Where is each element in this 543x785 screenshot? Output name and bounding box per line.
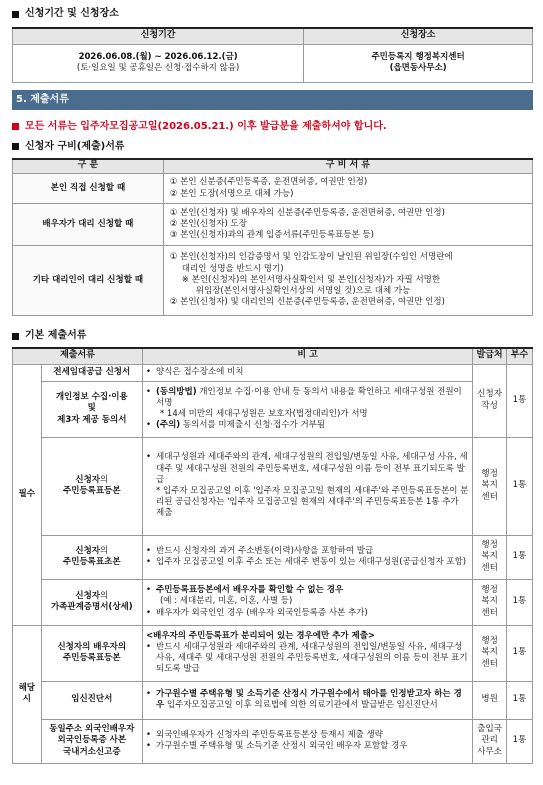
note-text — [156, 420, 469, 431]
doc-name — [41, 437, 142, 535]
bullet-icon: • — [145, 386, 151, 397]
period-heading — [12, 6, 533, 22]
col-type: 구 분 — [13, 159, 164, 174]
doc-name-line: 주민등록표초본 — [63, 557, 121, 567]
bullet-icon: • — [145, 641, 151, 652]
place-note: (읍면동사무소) — [389, 63, 447, 73]
row-content — [163, 204, 532, 246]
doc-name-particle: 의 — [100, 474, 109, 485]
doc-note — [142, 719, 472, 763]
note-text — [156, 689, 469, 711]
bullet-icon: • — [145, 729, 151, 740]
doc-name — [41, 381, 142, 437]
note-text: 외국인배우자가 신청자의 주민등록표등본상 등재시 제출 생략 — [155, 729, 383, 740]
period-main: 2026.06.08.(월) ~ 2026.06.12.(금) — [78, 51, 238, 62]
issuer-text: 행정 — [481, 636, 498, 647]
group-applicable: 해당시 — [13, 625, 42, 763]
doc-name-line: 및 — [87, 403, 96, 414]
note-rest: 개인정보 수집·이용 안내 등 동의서 내용을 확인하고 세대구성원 전원이 서명 — [155, 386, 462, 408]
applicant-docs-table — [12, 158, 533, 317]
issuer-text: 출입국 — [477, 724, 502, 735]
issuer — [473, 719, 507, 763]
bullet-icon: • — [145, 366, 151, 377]
issuer-text: 관리 — [481, 735, 498, 746]
doc-line: ② 본인 도장(서명으로 대체 가능) — [169, 188, 294, 199]
doc-name-line: 제3자 제공 동의서 — [57, 414, 127, 425]
note-star: * 14세 미만의 세대구성원은 보호자(법정대리인)가 서명 — [159, 409, 368, 419]
applicant-docs-heading-text: 신청자 구비(제출)서류 — [25, 140, 125, 152]
doc-name-line: 외국인등록증 사본 — [57, 735, 127, 746]
doc-line: ② 본인(신청자) 도장 — [169, 218, 247, 229]
col-qty: 부수 — [506, 348, 532, 364]
issuer — [473, 625, 507, 681]
doc-name-line: 개인정보 수집·이용 — [55, 392, 128, 403]
bullet-icon: • — [145, 585, 151, 596]
table-row — [13, 535, 533, 579]
note-rest: 입주자모집공고일 이후 의료법에 의한 의료기관에서 발급받은 임신진단서 — [164, 700, 438, 710]
issuer-text: 센터 — [481, 562, 498, 573]
doc-name — [41, 535, 142, 579]
doc-note — [142, 381, 472, 437]
red-square-icon — [12, 123, 19, 130]
table-row — [13, 579, 533, 625]
doc-name-particle: 의 — [100, 545, 109, 556]
doc-line: ③ 본인(신청자)과의 관계 입증서류(주민등록표등본 등) — [169, 230, 374, 241]
note-text: 반드시 신청자의 과거 주소변동(이력)사항을 포함하여 발급 — [155, 545, 374, 556]
note-text: 배우자가 외국인인 경우 (배우자 외국인등록증 사본 추가) — [155, 607, 368, 618]
basic-docs-table — [12, 347, 533, 764]
issuer: 병원 — [473, 681, 507, 719]
row-label: 본인 직접 신청할 때 — [13, 174, 164, 204]
row-content — [163, 174, 532, 204]
issuer-text: 행정 — [481, 585, 498, 596]
basic-docs-heading — [12, 328, 533, 344]
group-required: 필수 — [13, 364, 42, 625]
applicant-docs-heading — [12, 139, 533, 155]
square-bullet-icon — [12, 333, 19, 340]
bullet-icon: • — [145, 557, 151, 567]
note-text — [156, 387, 469, 409]
bullet-icon: • — [145, 420, 151, 431]
doc-note — [142, 364, 472, 381]
quantity: 1통 — [506, 681, 532, 719]
note-text: 양식은 접수장소에 비치 — [155, 366, 244, 377]
col-org: 발급처 — [473, 348, 507, 364]
note-bold: (동의방법) — [155, 386, 197, 397]
doc-note — [142, 437, 472, 535]
table-row — [13, 364, 533, 381]
issuer — [473, 364, 507, 437]
issuer-text: 센터 — [481, 491, 498, 502]
col-place: 신청장소 — [304, 28, 533, 44]
table-row — [13, 174, 533, 204]
doc-name-line: 주민등록표등본 — [63, 653, 121, 663]
period-heading-text: 신청기간 및 신청장소 — [25, 8, 119, 20]
quantity: 1통 — [506, 535, 532, 579]
quantity: 1통 — [506, 364, 532, 437]
doc-line: ① 본인 신분증(주민등록증, 운전면허증, 여권만 인정) — [169, 177, 368, 188]
bullet-icon: • — [145, 452, 151, 463]
bullet-icon: • — [145, 741, 151, 751]
doc-line: ※ 본인(신청자)의 본인서명사실확인서 및 본인(신청자)가 자필 서명한 — [181, 274, 441, 285]
col-docs: 구 비 서 류 — [163, 159, 532, 174]
table-row — [13, 381, 533, 437]
section-banner: 5. 제출서류 — [12, 90, 533, 110]
doc-name: 전세임대공급 신청서 — [41, 364, 142, 381]
issuer — [473, 579, 507, 625]
issuer-text: 복지 — [481, 480, 498, 491]
notice-text: 모든 서류는 입주자모집공고일(2026.05.21.) 이후 발급분을 제출하셔야 합니다. — [25, 120, 387, 132]
row-label: 배우자가 대리 신청할 때 — [13, 204, 164, 246]
col-doc: 제출서류 — [13, 348, 143, 364]
doc-line: ② 본인(신청자) 및 대리인의 신분증(주민등록증, 운전면허증, 여권만 인정) — [169, 297, 445, 308]
col-period: 신청기간 — [13, 28, 304, 44]
doc-name-line: 신청자 — [75, 474, 100, 485]
bullet-icon: • — [145, 545, 151, 556]
note-rest: 동의서를 미제출시 신청·접수가 거부됨 — [180, 420, 326, 431]
issuer-text: 센터 — [481, 607, 498, 618]
page — [12, 6, 533, 764]
row-content — [163, 246, 532, 316]
place-cell — [304, 44, 533, 82]
issuer — [473, 437, 507, 535]
note-bold: 가구원수별 주택유형 및 소득기준 산정시 가구원수에서 태아를 인정받고자 하는 경우 — [155, 688, 462, 710]
doc-note — [142, 681, 472, 719]
period-cell — [13, 44, 304, 82]
issuer-text: 작성 — [481, 400, 498, 411]
note-text: 세대구성원과 세대주와의 관계, 세대구성원의 전입일/변동일 사유, 세대구성 사유, 세대주 및 세대구성원 전원의 주민등록번호, 세대구성원 이름 등이 전부 표기되도록 발급 — [155, 452, 468, 485]
issuer-text: 복지 — [481, 647, 498, 658]
doc-note — [142, 535, 472, 579]
doc-name-particle: 의 — [100, 590, 109, 601]
table-row — [13, 625, 533, 681]
table-row — [13, 246, 533, 316]
quantity: 1통 — [506, 625, 532, 681]
doc-name-line: 가족관계증명서(상세) — [50, 602, 133, 612]
issuer-text: 사무소 — [477, 746, 502, 757]
quantity: 1통 — [506, 437, 532, 535]
issuer — [473, 535, 507, 579]
doc-note — [142, 579, 472, 625]
doc-name-line: 신청자의 배우자의 — [57, 641, 127, 652]
square-bullet-icon — [12, 143, 19, 150]
note-bold: (주의) — [155, 420, 181, 431]
note-sub: (예 : 세대분리, 미혼, 이혼, 사별 등) — [159, 596, 293, 607]
issuer-text: 행정 — [481, 469, 498, 480]
doc-line: 대리인 성명을 반드시 명기) — [181, 263, 284, 274]
issuer-text: 센터 — [481, 658, 498, 669]
doc-note — [142, 625, 472, 681]
issuer-text: 행정 — [481, 540, 498, 551]
place-main: 주민등록지 행정복지센터 — [371, 51, 465, 62]
doc-line: ① 본인(신청자)의 인감증명서 및 인감도장이 날인된 위임장(수임인 서명란에 — [169, 252, 453, 263]
doc-line: 위임장(본인서명사실확인서상의 서명일 것)으로 대체 가능 — [195, 286, 411, 297]
doc-name-line: 주민등록표등본 — [63, 486, 121, 496]
table-row — [13, 204, 533, 246]
doc-name — [41, 625, 142, 681]
issuer-text: 신청자 — [477, 389, 502, 400]
col-note: 비 고 — [142, 348, 472, 364]
basic-docs-heading-text: 기본 제출서류 — [25, 330, 87, 342]
bullet-icon: • — [145, 688, 151, 699]
issuer-text: 복지 — [481, 551, 498, 562]
note-text: 가구원수별 주택유형 및 소득기준 산정시 외국인 배우자 포함할 경우 — [155, 741, 408, 751]
note-text: 입주자 모집공고일 이후 주소 또는 세대주 변동이 있는 세대구성원(공급신청자 포함) — [155, 557, 467, 567]
square-bullet-icon — [12, 11, 19, 18]
period-table — [12, 27, 533, 83]
note-head: <배우자의 주민등록표가 분리되어 있는 경우에만 추가 제출> — [145, 630, 376, 641]
quantity: 1통 — [506, 579, 532, 625]
table-row — [13, 437, 533, 535]
row-label: 기타 대리인이 대리 신청할 때 — [13, 246, 164, 316]
doc-name-line: 동일주소 외국인배우자 — [49, 724, 135, 735]
doc-line: ① 본인(신청자) 및 배우자의 신분증(주민등록증, 운전면허증, 여권만 인정) — [169, 207, 445, 218]
note-text: 반드시 세대구성원과 세대주와의 관계, 세대구성원의 전입일/변동일 사유, 세대구성 사유, 세대주 및 세대구성원 전원의 주민등록번호, 세대구성원의 이름 등이 전부 표기되도록 발급 — [155, 641, 468, 675]
doc-name: 임신진단서 — [41, 681, 142, 719]
note-text: 주민등록표등본에서 배우자를 확인할 수 없는 경우 — [155, 585, 344, 596]
notice — [12, 118, 533, 136]
doc-name-line: 국내거소신고증 — [63, 746, 121, 757]
table-row — [13, 719, 533, 763]
doc-name — [41, 719, 142, 763]
doc-name-line: 신청자 — [75, 545, 100, 556]
note-star: * 입주자 모집공고일 이후 '입주자 모집공고일 현재의 세대주'와 주민등록표등본이 분리된 공급신청자는 '입주자 모집공고일 현재의 세대주'의 주민등록표등본 1통 추가 제출 — [155, 486, 469, 519]
period-note: (토·일요일 및 공휴일은 신청·접수하지 않음) — [76, 63, 240, 73]
issuer-text: 복지 — [481, 596, 498, 607]
doc-name — [41, 579, 142, 625]
bullet-icon: • — [145, 607, 151, 618]
table-row — [13, 681, 533, 719]
doc-name-line: 신청자 — [75, 590, 100, 601]
quantity: 1통 — [506, 719, 532, 763]
